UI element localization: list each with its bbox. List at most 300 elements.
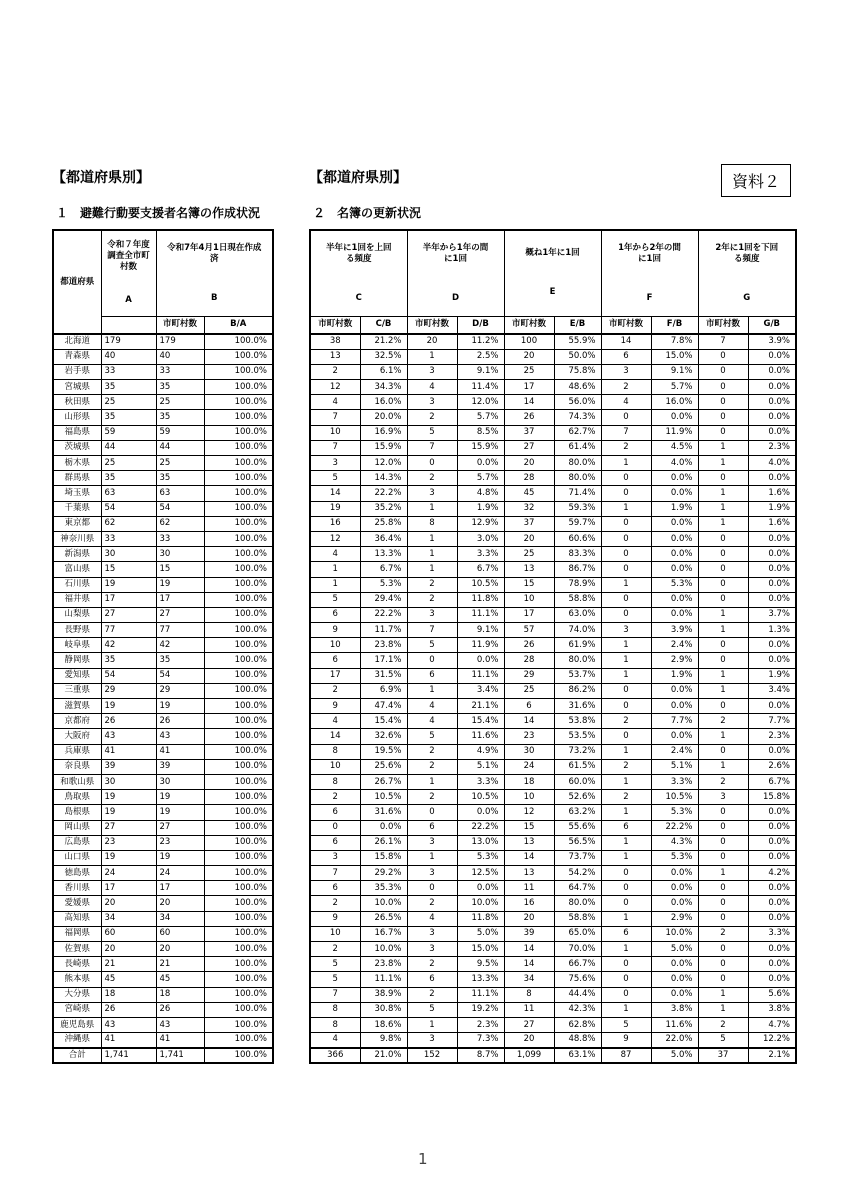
group-count: 6 xyxy=(310,607,360,622)
group-ratio: 1.9% xyxy=(651,668,698,683)
group-ratio: 15.4% xyxy=(457,714,504,729)
group-ratio: 54.2% xyxy=(554,866,601,881)
table-row xyxy=(53,592,273,607)
created-count: 26 xyxy=(156,1002,204,1017)
group-count: 0 xyxy=(601,957,651,972)
total-count: 20 xyxy=(101,896,156,911)
created-count: 41 xyxy=(156,744,204,759)
group-ratio: 11.1% xyxy=(457,668,504,683)
right-section-heading: 【都道府県別】 xyxy=(309,170,407,186)
total-count: 35 xyxy=(101,653,156,668)
total-count: 30 xyxy=(101,547,156,562)
table-row xyxy=(310,926,796,941)
group-count: 0 xyxy=(698,562,748,577)
table-row xyxy=(310,805,796,820)
created-ratio: 100.0% xyxy=(204,744,273,759)
group-count: 2 xyxy=(310,790,360,805)
group-ratio: 0.0% xyxy=(748,744,796,759)
group-ratio: 7.8% xyxy=(651,334,698,349)
group-count: 0 xyxy=(601,972,651,987)
group-ratio: 2.1% xyxy=(748,1048,796,1063)
ratio-header: E/B xyxy=(554,316,601,334)
group-count: 29 xyxy=(504,668,554,683)
total-count: 27 xyxy=(101,820,156,835)
total-count: 62 xyxy=(101,516,156,531)
pref-name: 新潟県 xyxy=(53,547,101,562)
group-count: 2 xyxy=(407,987,457,1002)
total-count: 20 xyxy=(101,942,156,957)
pref-name: 富山県 xyxy=(53,562,101,577)
created-count: 34 xyxy=(156,911,204,926)
group-count: 13 xyxy=(504,835,554,850)
col-b-ratio-header: B/A xyxy=(204,316,273,334)
group-ratio: 11.2% xyxy=(457,334,504,349)
total-count: 179 xyxy=(101,334,156,349)
group-count: 0 xyxy=(698,957,748,972)
pref-name: 佐賀県 xyxy=(53,942,101,957)
group-ratio: 26.1% xyxy=(360,835,407,850)
group-count: 100 xyxy=(504,334,554,349)
group-count: 6 xyxy=(310,805,360,820)
group-count: 5 xyxy=(407,638,457,653)
total-count: 35 xyxy=(101,380,156,395)
group-ratio: 3.3% xyxy=(457,547,504,562)
pref-name: 長崎県 xyxy=(53,957,101,972)
group-ratio: 3.8% xyxy=(651,1002,698,1017)
group-ratio: 0.0% xyxy=(651,957,698,972)
group-ratio: 13.3% xyxy=(457,972,504,987)
group-ratio: 0.0% xyxy=(457,653,504,668)
created-count: 63 xyxy=(156,486,204,501)
group-count: 17 xyxy=(504,380,554,395)
group-count: 25 xyxy=(504,683,554,698)
created-count: 35 xyxy=(156,410,204,425)
group-ratio: 15.4% xyxy=(360,714,407,729)
group-count: 6 xyxy=(310,835,360,850)
table-row xyxy=(310,835,796,850)
total-count: 45 xyxy=(101,972,156,987)
table-row xyxy=(310,774,796,789)
group-ratio: 12.0% xyxy=(360,456,407,471)
group-ratio: 5.3% xyxy=(360,577,407,592)
group-ratio: 25.6% xyxy=(360,759,407,774)
group-count: 0 xyxy=(698,471,748,486)
group-ratio: 23.8% xyxy=(360,957,407,972)
group-ratio: 0.0% xyxy=(748,972,796,987)
group-count: 27 xyxy=(504,440,554,455)
created-ratio: 100.0% xyxy=(204,501,273,516)
table-row xyxy=(53,957,273,972)
group-ratio: 0.0% xyxy=(748,638,796,653)
total-row xyxy=(53,1048,273,1063)
created-count: 15 xyxy=(156,562,204,577)
group-count: 15 xyxy=(504,577,554,592)
pref-name: 福井県 xyxy=(53,592,101,607)
group-ratio: 5.3% xyxy=(651,850,698,865)
group-count: 0 xyxy=(698,364,748,379)
group-ratio: 4.7% xyxy=(748,1017,796,1032)
col-b-header xyxy=(156,230,273,316)
group-ratio: 8.5% xyxy=(457,425,504,440)
table-row xyxy=(53,380,273,395)
table-row xyxy=(53,729,273,744)
group-ratio: 2.9% xyxy=(651,653,698,668)
group-ratio: 5.7% xyxy=(457,471,504,486)
table-row xyxy=(53,926,273,941)
table-row xyxy=(310,425,796,440)
group-ratio: 63.1% xyxy=(554,1048,601,1063)
group-count: 2 xyxy=(601,790,651,805)
table-row xyxy=(53,744,273,759)
group-count: 9 xyxy=(310,911,360,926)
group-count: 20 xyxy=(504,349,554,364)
total-count: 18 xyxy=(101,987,156,1002)
table-row xyxy=(53,440,273,455)
group-ratio: 22.2% xyxy=(360,486,407,501)
group-ratio: 10.5% xyxy=(457,577,504,592)
group-ratio: 80.0% xyxy=(554,653,601,668)
created-ratio: 100.0% xyxy=(204,592,273,607)
group-ratio: 3.4% xyxy=(457,683,504,698)
group-ratio: 23.8% xyxy=(360,638,407,653)
pref-name: 三重県 xyxy=(53,683,101,698)
created-count: 19 xyxy=(156,790,204,805)
created-ratio: 100.0% xyxy=(204,440,273,455)
group-ratio: 38.9% xyxy=(360,987,407,1002)
group-ratio: 59.3% xyxy=(554,501,601,516)
group-count: 6 xyxy=(407,972,457,987)
group-ratio: 29.2% xyxy=(360,866,407,881)
group-count: 2 xyxy=(407,471,457,486)
group-count: 1 xyxy=(601,805,651,820)
table-row xyxy=(310,531,796,546)
pref-col-header: 都道府県 xyxy=(53,230,101,334)
group-ratio: 0.0% xyxy=(651,531,698,546)
pref-name: 石川県 xyxy=(53,577,101,592)
group-ratio: 53.5% xyxy=(554,729,601,744)
group-count: 4 xyxy=(310,1033,360,1048)
group-ratio: 0.0% xyxy=(748,380,796,395)
col-b-title: 令和7年4月1日現在作成済 xyxy=(167,242,262,264)
group-count: 0 xyxy=(698,577,748,592)
group-count: 2 xyxy=(407,410,457,425)
group-ratio: 7.7% xyxy=(651,714,698,729)
created-count: 1,741 xyxy=(156,1048,204,1063)
group-ratio: 10.5% xyxy=(360,790,407,805)
group-count: 1 xyxy=(407,850,457,865)
table-row xyxy=(310,395,796,410)
group-ratio: 11.9% xyxy=(651,425,698,440)
group-letter: F xyxy=(646,292,653,303)
table-row xyxy=(53,577,273,592)
group-ratio: 0.0% xyxy=(748,562,796,577)
group-count: 0 xyxy=(698,425,748,440)
total-count: 25 xyxy=(101,456,156,471)
table-row xyxy=(310,987,796,1002)
group-count: 6 xyxy=(601,349,651,364)
group-ratio: 35.3% xyxy=(360,881,407,896)
pref-name: 熊本県 xyxy=(53,972,101,987)
table-row xyxy=(310,699,796,714)
group-count: 7 xyxy=(310,410,360,425)
group-count: 0 xyxy=(698,896,748,911)
table-row xyxy=(310,881,796,896)
group-ratio: 64.7% xyxy=(554,881,601,896)
group-ratio: 3.9% xyxy=(748,334,796,349)
created-ratio: 100.0% xyxy=(204,774,273,789)
group-count: 1 xyxy=(698,683,748,698)
group-count: 8 xyxy=(504,987,554,1002)
group-count: 5 xyxy=(310,957,360,972)
group-ratio: 62.7% xyxy=(554,425,601,440)
group-count: 17 xyxy=(504,607,554,622)
group-count: 27 xyxy=(504,1017,554,1032)
total-count: 77 xyxy=(101,623,156,638)
created-count: 19 xyxy=(156,577,204,592)
group-ratio: 0.0% xyxy=(748,395,796,410)
group-ratio: 26.7% xyxy=(360,774,407,789)
group-ratio: 22.2% xyxy=(651,820,698,835)
group-ratio: 18.6% xyxy=(360,1017,407,1032)
group-count: 2 xyxy=(407,790,457,805)
group-ratio: 34.3% xyxy=(360,380,407,395)
group-count: 12 xyxy=(310,531,360,546)
group-ratio: 17.1% xyxy=(360,653,407,668)
group-ratio: 63.0% xyxy=(554,607,601,622)
group-count: 6 xyxy=(310,881,360,896)
group-count: 3 xyxy=(407,866,457,881)
group-ratio: 6.7% xyxy=(360,562,407,577)
group-count: 0 xyxy=(698,881,748,896)
group-count: 7 xyxy=(310,866,360,881)
total-count: 43 xyxy=(101,1017,156,1032)
group-count: 14 xyxy=(310,729,360,744)
total-count: 35 xyxy=(101,410,156,425)
group-count: 30 xyxy=(504,744,554,759)
created-count: 42 xyxy=(156,638,204,653)
group-count: 1 xyxy=(601,850,651,865)
group-count: 0 xyxy=(601,699,651,714)
group-count: 0 xyxy=(698,349,748,364)
group-count: 14 xyxy=(504,942,554,957)
group-count: 4 xyxy=(407,911,457,926)
group-ratio: 3.3% xyxy=(651,774,698,789)
group-ratio: 0.0% xyxy=(651,471,698,486)
table-row xyxy=(310,547,796,562)
created-count: 21 xyxy=(156,957,204,972)
group-letter: D xyxy=(451,292,460,303)
total-count: 34 xyxy=(101,911,156,926)
created-count: 60 xyxy=(156,926,204,941)
created-ratio: 100.0% xyxy=(204,1033,273,1048)
group-ratio: 2.6% xyxy=(748,759,796,774)
table-row xyxy=(53,395,273,410)
group-count: 1 xyxy=(407,774,457,789)
created-ratio: 100.0% xyxy=(204,1017,273,1032)
group-ratio: 80.0% xyxy=(554,456,601,471)
group-count: 1 xyxy=(407,501,457,516)
group-ratio: 0.0% xyxy=(651,683,698,698)
group-count: 0 xyxy=(698,699,748,714)
group-ratio: 11.6% xyxy=(651,1017,698,1032)
group-count: 10 xyxy=(310,638,360,653)
group-ratio: 5.6% xyxy=(748,987,796,1002)
created-count: 24 xyxy=(156,866,204,881)
group-ratio: 0.0% xyxy=(360,820,407,835)
group-count: 14 xyxy=(504,395,554,410)
group-ratio: 86.7% xyxy=(554,562,601,577)
group-count: 20 xyxy=(407,334,457,349)
pref-name: 広島県 xyxy=(53,835,101,850)
creation-status-table xyxy=(52,229,274,1064)
table-row xyxy=(310,653,796,668)
group-ratio: 58.8% xyxy=(554,592,601,607)
pref-name: 茨城県 xyxy=(53,440,101,455)
group-count: 1 xyxy=(310,562,360,577)
total-count: 33 xyxy=(101,531,156,546)
table-row xyxy=(53,714,273,729)
pref-name: 愛知県 xyxy=(53,668,101,683)
created-count: 30 xyxy=(156,547,204,562)
created-ratio: 100.0% xyxy=(204,683,273,698)
group-count: 15 xyxy=(504,820,554,835)
count-header: 市町村数 xyxy=(698,316,748,334)
group-ratio: 0.0% xyxy=(651,547,698,562)
total-count: 54 xyxy=(101,668,156,683)
group-ratio: 73.2% xyxy=(554,744,601,759)
group-count: 1 xyxy=(698,668,748,683)
group-ratio: 15.9% xyxy=(457,440,504,455)
group-count: 2 xyxy=(601,380,651,395)
created-ratio: 100.0% xyxy=(204,380,273,395)
group-ratio: 9.5% xyxy=(457,957,504,972)
group-count: 1 xyxy=(698,456,748,471)
table-row xyxy=(53,1002,273,1017)
table-row xyxy=(53,653,273,668)
group-count: 4 xyxy=(601,395,651,410)
created-ratio: 100.0% xyxy=(204,957,273,972)
group-count: 20 xyxy=(504,1033,554,1048)
group-ratio: 0.0% xyxy=(748,349,796,364)
group-count: 4 xyxy=(407,380,457,395)
group-ratio: 4.0% xyxy=(651,456,698,471)
group-letter: C xyxy=(355,292,362,303)
group-count: 23 xyxy=(504,729,554,744)
group-count: 3 xyxy=(407,835,457,850)
group-ratio: 53.8% xyxy=(554,714,601,729)
group-count: 11 xyxy=(504,881,554,896)
group-ratio: 2.3% xyxy=(457,1017,504,1032)
group-count: 1 xyxy=(601,577,651,592)
created-count: 43 xyxy=(156,729,204,744)
group-ratio: 53.7% xyxy=(554,668,601,683)
group-count: 0 xyxy=(698,638,748,653)
created-ratio: 100.0% xyxy=(204,1002,273,1017)
group-ratio: 11.1% xyxy=(360,972,407,987)
table-row xyxy=(310,683,796,698)
count-header: 市町村数 xyxy=(504,316,554,334)
table-row xyxy=(53,759,273,774)
group-count: 1 xyxy=(698,1002,748,1017)
group-count: 0 xyxy=(407,653,457,668)
group-count: 1 xyxy=(698,987,748,1002)
total-count: 15 xyxy=(101,562,156,577)
group-count: 0 xyxy=(601,562,651,577)
total-count: 19 xyxy=(101,805,156,820)
group-count: 1 xyxy=(698,866,748,881)
group-ratio: 73.7% xyxy=(554,850,601,865)
group-count: 8 xyxy=(310,744,360,759)
group-ratio: 0.0% xyxy=(651,896,698,911)
table-row xyxy=(310,972,796,987)
group-count: 2 xyxy=(310,896,360,911)
group-count: 0 xyxy=(698,942,748,957)
total-count: 19 xyxy=(101,850,156,865)
group-ratio: 9.1% xyxy=(457,623,504,638)
group-count: 0 xyxy=(698,547,748,562)
group-ratio: 3.3% xyxy=(457,774,504,789)
group-count: 7 xyxy=(310,987,360,1002)
group-ratio: 63.2% xyxy=(554,805,601,820)
pref-name: 山口県 xyxy=(53,850,101,865)
group-ratio: 61.5% xyxy=(554,759,601,774)
group-count: 1 xyxy=(407,1017,457,1032)
group-ratio: 11.8% xyxy=(457,592,504,607)
group-count: 2 xyxy=(698,926,748,941)
group-ratio: 12.0% xyxy=(457,395,504,410)
document-label: 資料２ xyxy=(721,164,791,197)
group-header-f xyxy=(601,230,698,316)
group-count: 16 xyxy=(504,896,554,911)
ratio-header: F/B xyxy=(651,316,698,334)
total-count: 42 xyxy=(101,638,156,653)
group-count: 0 xyxy=(698,380,748,395)
group-count: 3 xyxy=(407,395,457,410)
group-count: 37 xyxy=(504,425,554,440)
group-count: 0 xyxy=(601,410,651,425)
group-count: 1 xyxy=(310,577,360,592)
group-count: 5 xyxy=(601,1017,651,1032)
pref-name: 岩手県 xyxy=(53,364,101,379)
group-count: 4 xyxy=(310,547,360,562)
group-count: 0 xyxy=(698,850,748,865)
group-count: 0 xyxy=(407,881,457,896)
group-count: 1 xyxy=(407,547,457,562)
created-ratio: 100.0% xyxy=(204,896,273,911)
created-count: 30 xyxy=(156,774,204,789)
created-count: 20 xyxy=(156,942,204,957)
created-count: 26 xyxy=(156,714,204,729)
pref-name: 埼玉県 xyxy=(53,486,101,501)
group-count: 37 xyxy=(698,1048,748,1063)
group-count: 6 xyxy=(407,820,457,835)
group-ratio: 3.8% xyxy=(748,1002,796,1017)
group-count: 10 xyxy=(310,425,360,440)
group-count: 26 xyxy=(504,638,554,653)
table-row xyxy=(310,501,796,516)
group-count: 26 xyxy=(504,410,554,425)
table-row xyxy=(310,1017,796,1032)
group-title: 半年から1年の間に1回 xyxy=(422,242,489,264)
created-count: 25 xyxy=(156,456,204,471)
group-ratio: 21.0% xyxy=(360,1048,407,1063)
total-count: 24 xyxy=(101,866,156,881)
group-count: 10 xyxy=(504,790,554,805)
group-count: 4 xyxy=(310,395,360,410)
group-ratio: 0.0% xyxy=(748,425,796,440)
group-count: 2 xyxy=(407,577,457,592)
table-row xyxy=(310,820,796,835)
